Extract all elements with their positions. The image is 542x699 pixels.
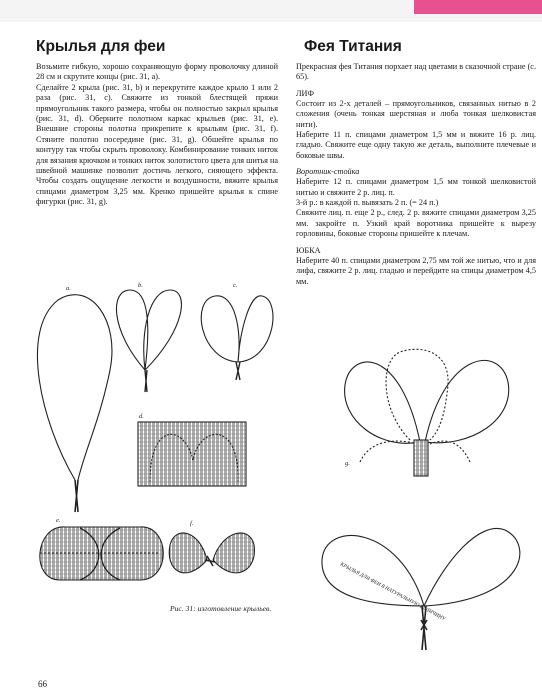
right-title: Фея Титания	[304, 38, 402, 55]
figure-label-a: a.	[66, 285, 71, 292]
section-heading-collar: Воротник-стойка	[296, 167, 360, 177]
figure-f-gathered-wings	[169, 520, 254, 573]
collar-paragraph-2: 3-й р.: в каждой п. вывязать 2 п. (= 24 п.)	[296, 198, 439, 208]
right-column	[296, 38, 536, 287]
figure-caption: Рис. 31: изготовление крыльев.	[170, 604, 272, 613]
figure-label-g: g.	[345, 460, 350, 467]
section-heading-skirt: ЮБКА	[296, 245, 321, 255]
top-bar	[0, 0, 542, 22]
figure-label-d: d.	[139, 413, 144, 420]
left-column	[36, 38, 278, 208]
collar-paragraph-3: Свяжите лиц. п. еще 2 р., след. 2 р. вяжите спицами диаметром 3,25 мм. закройте п. Узкий край воротника пришейте к вырезу горловины, боковые стороны пришейте к плечам.	[296, 208, 536, 239]
figure-d-knitted-rectangle	[138, 413, 246, 486]
figure-label-f: f.	[190, 520, 194, 527]
skirt-paragraph-1: Наберите 40 п. спицами диаметром 2,75 мм той же нитью, что и для лифа, свяжите 2 р. лиц. гладью и перейдите на спицы диаметром 4,5 мм.	[296, 255, 536, 286]
collar-paragraph-1: Наберите 12 п. спицами диаметром 1,5 мм тонкой шелковистой нитью и свяжите 2 р. лиц. п.	[296, 177, 536, 197]
figure-c-twisted-loops	[201, 282, 273, 380]
section-heading-lif: ЛИФ	[296, 88, 314, 98]
figure-b-two-loops	[116, 282, 181, 392]
natural-size-note: КРЫЛЬЯ ДЛЯ ФЕИ В НАТУРАЛЬНУЮ ВЕЛИЧИНУ	[339, 561, 447, 623]
figure-label-c: c.	[233, 282, 238, 289]
figure-g-large-wings	[345, 349, 509, 476]
figure-e-wrapped-wings	[40, 517, 163, 580]
figure-natural-size-wings	[322, 528, 520, 650]
right-intro: Прекрасная фея Титания порхает над цветами в сказочной стране (с. 65).	[296, 62, 536, 82]
lif-paragraph-1: Состоит из 2-х деталей – прямоугольников, связанных нитью в 2 сложения (очень тонкая шерстяная и люба тонкая шелковистая нити).	[296, 98, 536, 129]
left-title: Крылья для феи	[36, 38, 166, 55]
accent-bar	[414, 0, 542, 14]
page-number: 66	[38, 679, 47, 689]
lif-paragraph-2: Наберите 11 п. спицами диаметром 1,5 мм и вяжите 16 р. лиц. гладью. Свяжите еще одну такую же деталь, выполните плечевые и боковые швы.	[296, 130, 536, 160]
figure-label-e: e.	[56, 517, 61, 524]
figure-label-b: b.	[138, 282, 143, 289]
left-paragraph-2: Сделайте 2 крыла (рис. 31, b) и перекрутите каждое крыло 1 или 2 раза (рис. 31, c). Свяжите из тонкой блестящей пряжи прямоугольник такого размера, чтобы он полностью закрыл крылья (рис. 31, d). Оберните полотном каркас крыльев (рис. 31, e). Внешние стороны полотна прикрепите к крыльям (рис. 31, f). Стяните полотно посередине (рис. 31, g). Обшейте крылья по контуру так чтобы скрыть проволоку. Комбинирование тонких ниток для вязания крючком и тонких ниток золотистого цвета для шитья на швейной машинке позволит достичь легкого, сияющего эффекта. Чтобы создать ощущение легкости и воздушности, вяжите крылья спицами диаметром 3,25 мм. Кренко пришейте крылья к спине фигурки (рис. 31, g).	[36, 82, 278, 207]
figure-a-wire-loop	[37, 285, 112, 512]
left-paragraph-1: Возьмите гибкую, хорошо сохраняющую форму проволочку длиной 28 см и скрутите концы (рис. 31, a).	[36, 62, 278, 82]
